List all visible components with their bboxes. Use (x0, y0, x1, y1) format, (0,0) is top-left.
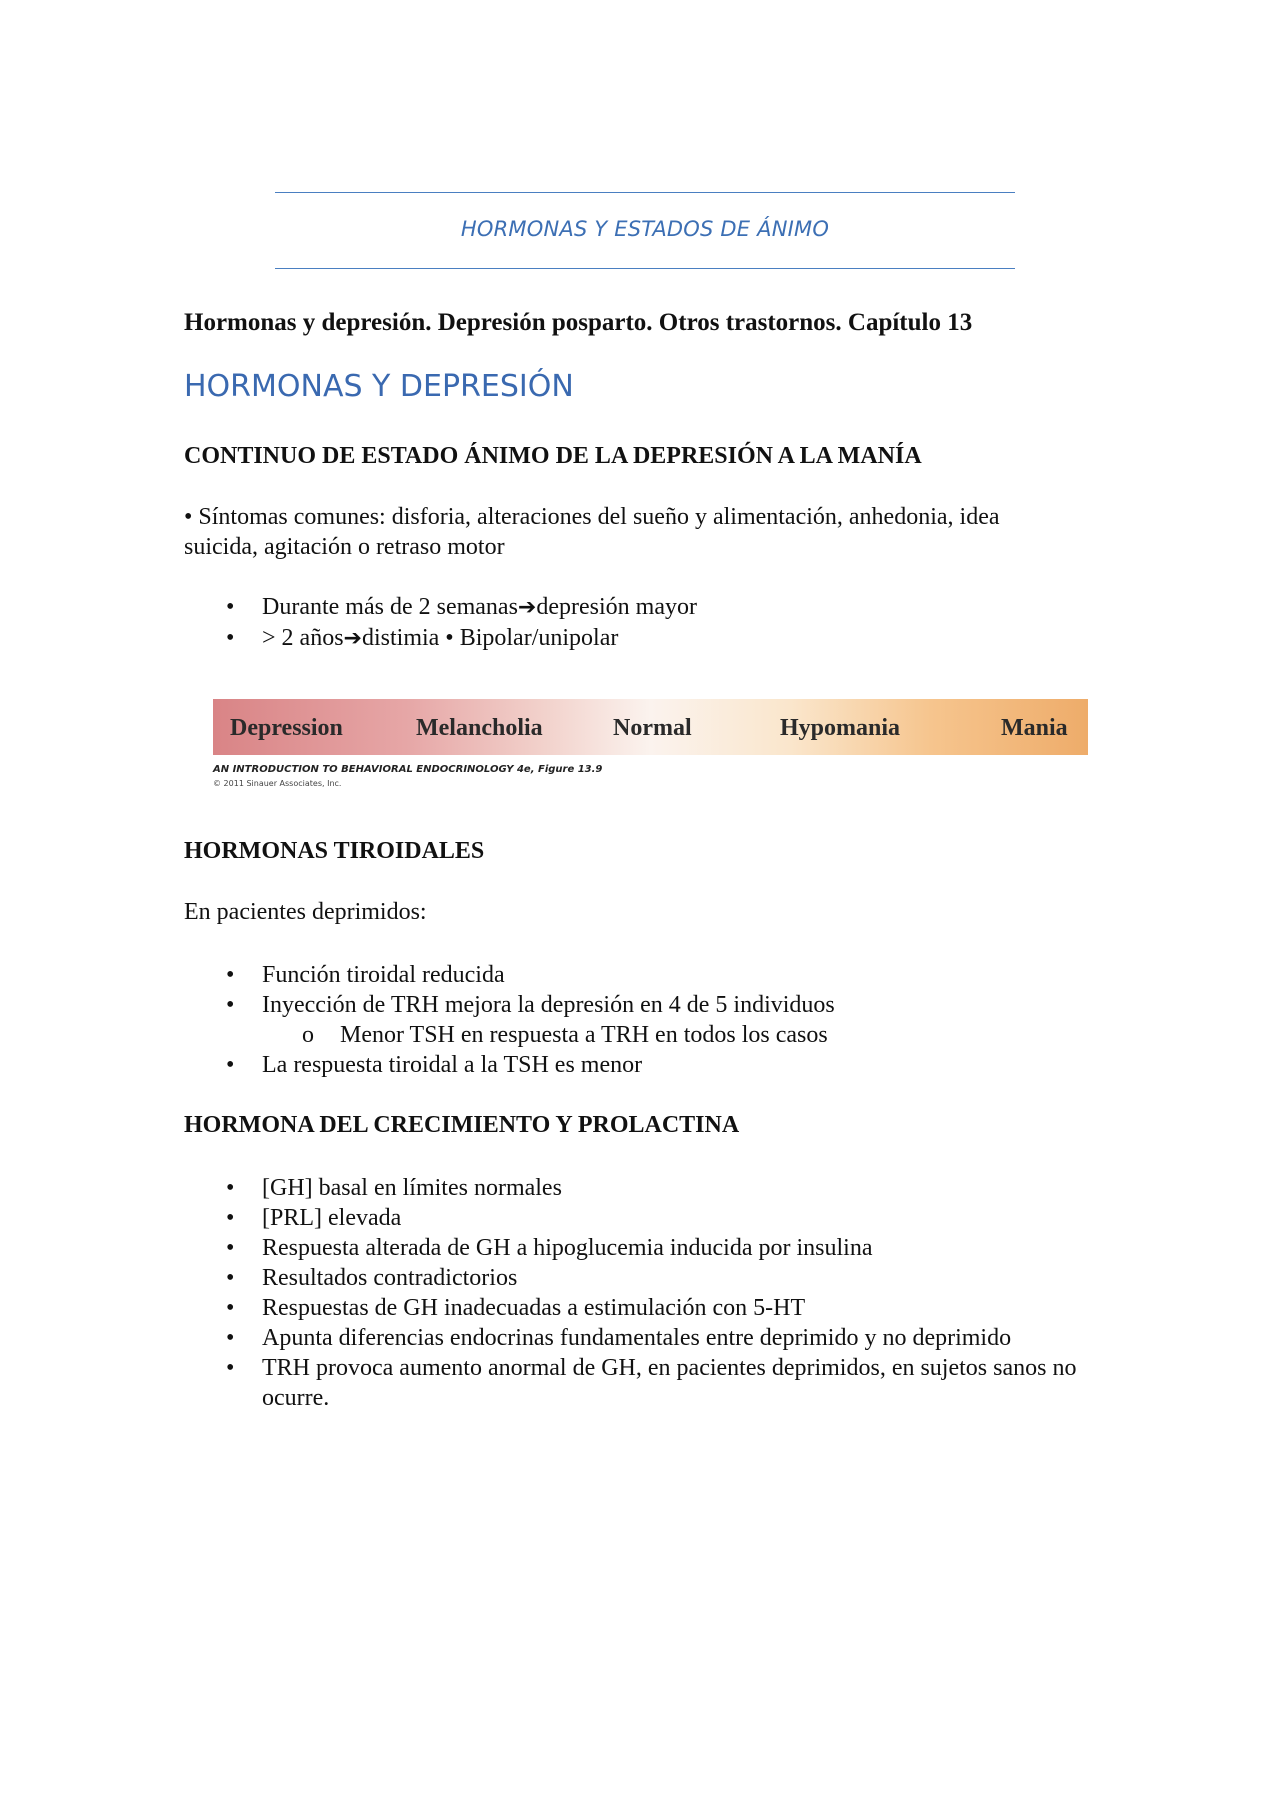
spectrum-label-normal: Normal (613, 715, 692, 741)
bullet-marker: • (226, 1205, 235, 1231)
list-item: • > 2 años➔distimia • Bipolar/unipolar (184, 623, 1084, 654)
list-item: • [GH] basal en límites normales (226, 1175, 562, 1201)
list-item: • Función tiroidal reducida (226, 962, 505, 988)
sub-list-item: o Menor TSH en respuesta a TRH en todos los casos (302, 1022, 828, 1048)
bullet-marker: • (226, 1235, 235, 1261)
bullet-marker: • (226, 962, 235, 988)
list-item: • Respuesta alterada de GH a hipoglucemia inducida por insulina (226, 1235, 873, 1261)
list-item: • TRH provoca aumento anormal de GH, en pacientes deprimidos, en sujetos sanos no ocurre. (226, 1355, 1077, 1411)
spectrum-label-melancholia: Melancholia (416, 715, 543, 741)
figure-caption: AN INTRODUCTION TO BEHAVIORAL ENDOCRINOLOGY 4e, Figure 13.9 (213, 764, 603, 775)
bullet-marker: • (226, 625, 235, 651)
thyroid-list (184, 960, 1084, 1080)
spectrum-label-mania: Mania (1001, 715, 1068, 741)
list-item: • Apunta diferencias endocrinas fundamentales entre deprimido y no deprimido (226, 1325, 1012, 1351)
bullet-marker: • (226, 594, 235, 620)
document-title: Hormonas y depresión. Depresión posparto. Otros trastornos. Capítulo 13 (184, 309, 973, 336)
intro-paragraph (184, 502, 1084, 562)
bullet-marker: • (226, 1355, 235, 1381)
arrow-right-icon: ➔ (517, 595, 537, 620)
mood-spectrum-figure (213, 699, 1088, 755)
list-item: • Respuestas de GH inadecuadas a estimulación con 5-HT (226, 1295, 806, 1321)
paragraph-pacientes: En pacientes deprimidos: (184, 899, 427, 925)
bullet-marker: • (226, 1175, 235, 1201)
header-rule-bottom (275, 268, 1015, 269)
figure-copyright: © 2011 Sinauer Associates, Inc. (213, 779, 342, 788)
list-item: • Inyección de TRH mejora la depresión en 4 de 5 individuos (226, 992, 835, 1018)
arrow-right-icon: ➔ (343, 626, 362, 651)
bullet-marker: • (226, 1265, 235, 1291)
bullet-marker: • (226, 1052, 235, 1078)
bullet-marker: • (226, 1295, 235, 1321)
heading-hormona-crecimiento: HORMONA DEL CRECIMIENTO Y PROLACTINA (184, 1112, 740, 1138)
section-heading-depresion: HORMONAS Y DEPRESIÓN (184, 369, 574, 404)
spectrum-label-depression: Depression (230, 715, 343, 741)
list-item: • Durante más de 2 semanas➔depresión mayor (184, 592, 1084, 623)
spectrum-label-hypomania: Hypomania (780, 715, 901, 741)
sub-bullet-marker: o (302, 1022, 314, 1048)
intro-line-1: • Síntomas comunes: disforia, alteraciones del sueño y alimentación, anhedonia, idea (184, 504, 1000, 530)
heading-hormonas-tiroidales: HORMONAS TIROIDALES (184, 838, 485, 864)
subheading-continuo: CONTINUO DE ESTADO ÁNIMO DE LA DEPRESIÓN A LA MANÍA (184, 443, 922, 469)
list-item: • La respuesta tiroidal a la TSH es menor (226, 1052, 643, 1078)
bullet-marker: • (226, 1325, 235, 1351)
depression-duration-list (184, 592, 1084, 654)
intro-line-2: suicida, agitación o retraso motor (184, 534, 505, 560)
bullet-marker: • (226, 992, 235, 1018)
list-item: • [PRL] elevada (226, 1205, 402, 1231)
header-rule-top (275, 192, 1015, 193)
gh-prl-list (184, 1173, 1084, 1413)
list-item: • Resultados contradictorios (226, 1265, 518, 1291)
header-title: HORMONAS Y ESTADOS DE ÁNIMO (460, 217, 830, 241)
